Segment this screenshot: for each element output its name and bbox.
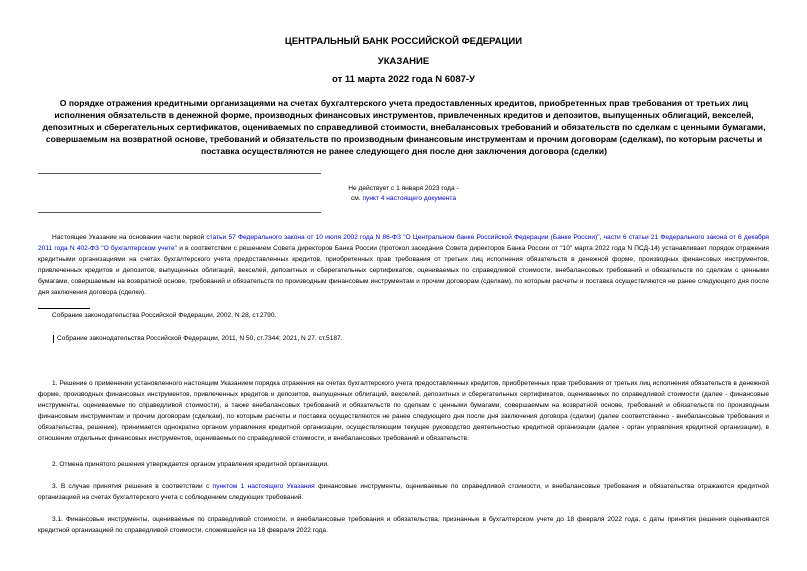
status-note	[250, 184, 557, 204]
law-402-link[interactable]: части 6 статьи 21 Федерального закона от 6 декабря 2011 года N 402-ФЗ "О бухгалтерском учете"	[38, 234, 769, 252]
document-subject: О порядке отражения кредитными организациями на счетах бухгалтерского учета предоставленных кредитов, приобретенных прав требования от третьих лиц исполнения обязательств в денежной форме, производных финансовых инструментов, привлеченных кредитов и депозитов, выпущенных облигаций, векселей, депозитных и сберегательных сертификатов, оцениваемых по справедливой стоимости, внебалансовых требований и обязательств по сделкам с ценными бумагами, совершаемым на возвратной основе, требований и обязательств по производным финансовым инструментам и прочим договорам (сделкам), по которым расчеты и поставка осуществляются не ранее следующего дня после дня заключения договора (сделки)	[42, 98, 766, 156]
separator-top	[38, 173, 321, 174]
paragraph-3-text-2: финансовые инструменты, оцениваемые по справедливой стоимости, и внебалансовые требования и обязательства отражаются кредитной организацией на счетах бухгалтерского учета с соблюдением следующих требований.	[38, 483, 769, 501]
footnote-2: Собрание законодательства Российской Федерации, 2011, N 50, ст.7344; 2021, N 27, ст.5187.	[57, 335, 343, 342]
intro-text-1: Настоящее Указание на основании части первой	[52, 234, 207, 241]
paragraph-1: 1. Решение о применении установленного настоящим Указанием порядка отражения на счетах бухгалтерского учета предоставленных кредитов, приобретенных прав требования от третьих лиц исполнения обязательств в денежной форме, производных финансовых инструментов, привлеченных кредитов и депозитов, выпущенных облигаций, векселей, депозитных и сберегательных сертификатов, оцениваемых по справедливой стоимости (далее - финансовые инструменты, оцениваемые по справедливой стоимости), а также внебалансовых требований и обязательств по сделкам с ценными бумагами, совершаемым на возвратной основе, требований и обязательств по производным финансовым инструментам и прочим договорам (сделкам), по которым расчеты и поставка осуществляются не ранее следующего дня после дня заключения договора (сделки) (далее соответственно - внебалансовые требования и обязательства, решение), принимается однократно органом управления кредитной организации, осуществляющим текущее руководство деятельностью кредитной организации (далее - орган управления кредитной организации), в отношении отдельных финансовых инструментов, оцениваемых по справедливой стоимости, и внебалансовых требований и обязательств.	[38, 380, 769, 442]
point-1-link[interactable]: пунктом 1 настоящего Указания	[212, 483, 315, 490]
paragraph-3-1: 3.1. Финансовые инструменты, оцениваемые по справедливой стоимости, и внебалансовые требования и обязательства, признанные в бухгалтерском учете до 18 февраля 2022 года, с даты принятия решения оцениваются кредитной организацией по справедливой стоимости, сложившейся на 18 февраля 2022 года.	[38, 516, 769, 534]
status-link[interactable]: пункт 4 настоящего документа	[362, 195, 457, 202]
footnote-separator	[38, 308, 90, 309]
intro-text-3: и в соответствии с решением Совета директоров Банка России (протокол заседания Совета директоров Банка России от "10" марта 2022 года N ПСД-14) устанавливает порядок отражения кредитными организациями на счетах бухгалтерского учета предоставленных кредитов, приобретенных прав требования от третьих лиц исполнения обязательств в денежной форме, производных финансовых инструментов, привлеченных кредитов и депозитов, выпущенных облигаций, векселей, депозитных и сберегательных сертификатов, оцениваемых по справедливой стоимости, внебалансовых требований и обязательств по сделкам с ценными бумагами, совершаемым на возвратной основе, требований и обязательств по производным финансовым инструментам и прочим договорам (сделкам), по которым расчеты и поставка осуществляются не ранее следующего дня после дня заключения договора (сделки).	[38, 245, 770, 296]
intro-text-2: ,	[599, 234, 604, 241]
status-prefix: см.	[350, 195, 363, 202]
status-reference	[250, 194, 557, 204]
paragraph-2: 2. Отмена принятого решения утверждается органом управления кредитной организации.	[52, 461, 329, 468]
bank-name-heading: ЦЕНТРАЛЬНЫЙ БАНК РОССИЙСКОЙ ФЕДЕРАЦИИ	[284, 36, 523, 47]
footnote-marker	[53, 335, 54, 343]
document-type-heading: УКАЗАНИЕ	[377, 56, 430, 67]
intro-paragraph	[38, 232, 769, 298]
paragraph-3-text-1: 3. В случае принятия решения в соответствии с	[52, 483, 213, 490]
paragraph-3	[38, 481, 769, 503]
footnote-1: Собрание законодательства Российской Федерации, 2002, N 28, ст.2790.	[52, 312, 277, 319]
separator-bottom	[38, 212, 321, 213]
law-86-link[interactable]: статьи 57 Федерального закона от 10 июля 2002 года N 86-ФЗ "О Центральном банке Российской Федерации (Банке России)"	[206, 234, 600, 241]
status-line: Не действует с 1 января 2023 года -	[348, 185, 459, 192]
document-date-number: от 11 марта 2022 года N 6087-У	[332, 74, 475, 85]
